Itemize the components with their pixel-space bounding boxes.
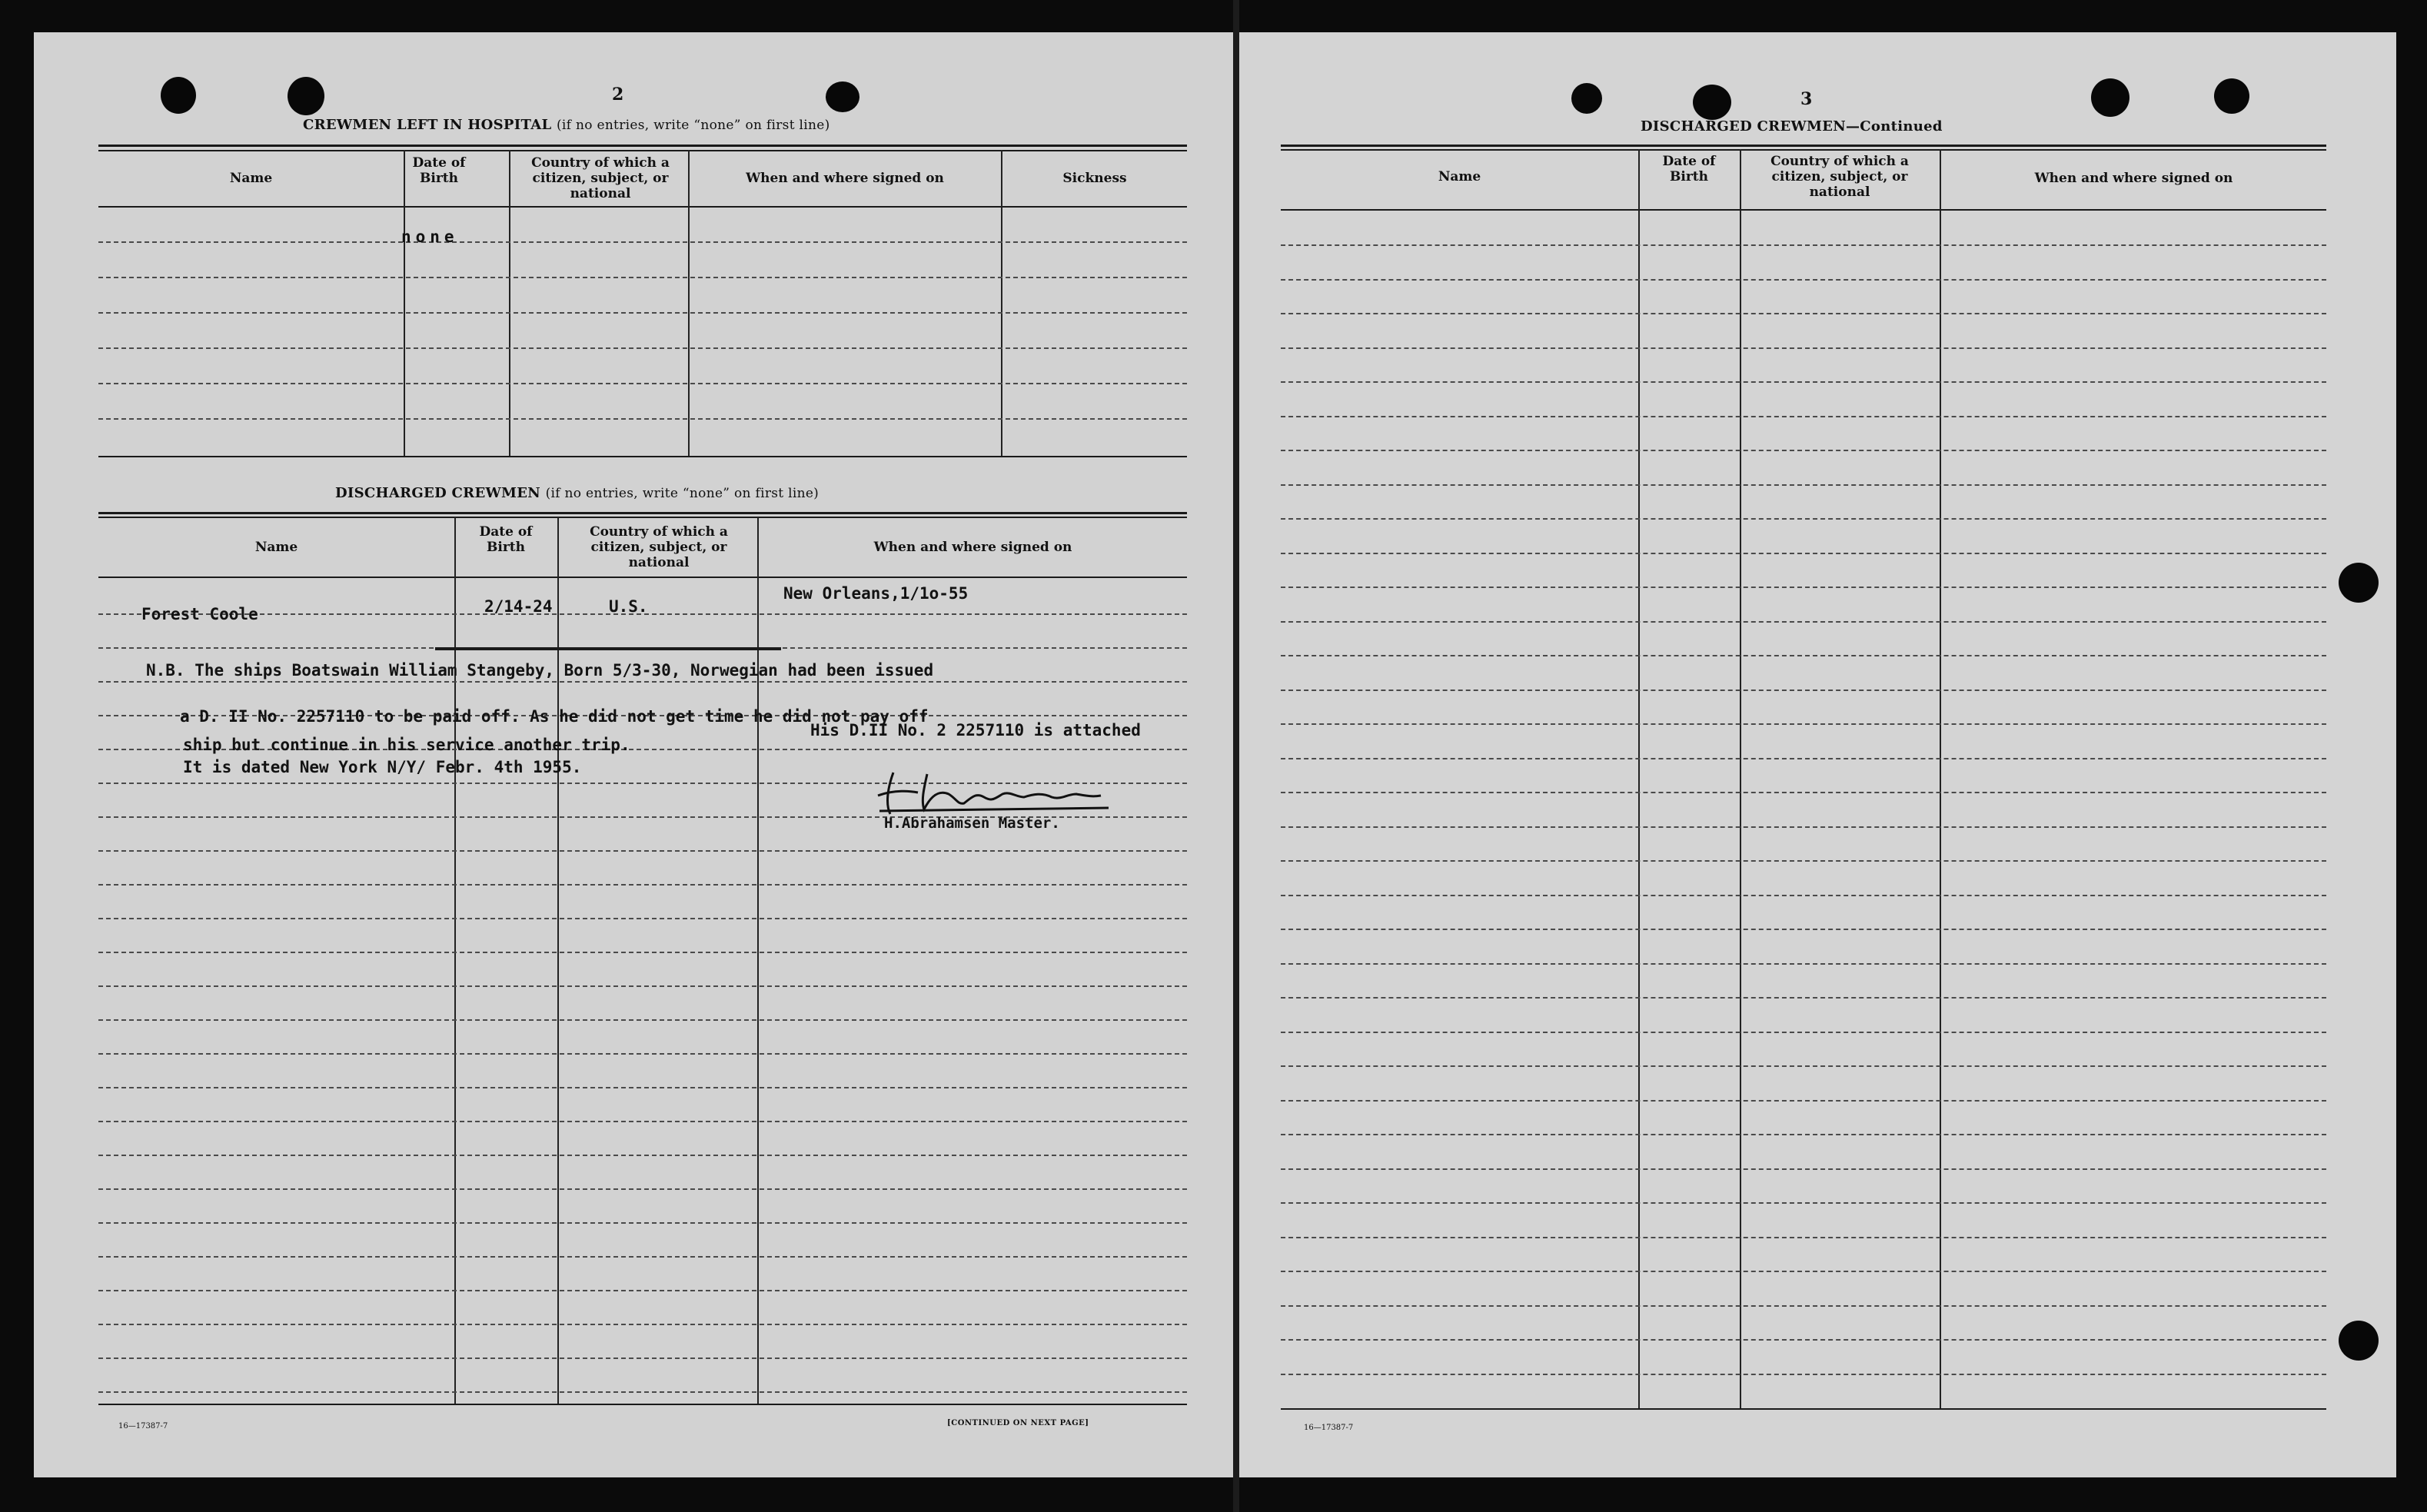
- table-rule: [98, 150, 1187, 151]
- crew-signed-on: New Orleans,1/1o-55: [783, 584, 969, 603]
- punch-hole: [1693, 85, 1731, 120]
- note-line: It is dated New York N/Y/ Febr. 4th 1955.: [183, 758, 582, 776]
- discharged-instruction: (if no entries, write “none” on first line): [545, 486, 820, 501]
- punch-hole: [288, 77, 324, 115]
- entry-line: [1281, 1065, 2326, 1067]
- punch-hole: [2214, 78, 2249, 114]
- typed-underline: [435, 647, 781, 650]
- entry-line: [98, 1087, 1187, 1088]
- entry-line: [1281, 1339, 2326, 1341]
- hospital-col-country: Country of which a citizen, subject, or national: [531, 155, 670, 201]
- entry-line: [1281, 929, 2326, 930]
- table-rule: [98, 512, 1187, 514]
- entry-line: [1281, 758, 2326, 759]
- entry-line: [1281, 723, 2326, 725]
- entry-line: [1281, 1305, 2326, 1307]
- entry-line: [98, 1155, 1187, 1156]
- entry-line: [1281, 690, 2326, 691]
- entry-line: [1281, 553, 2326, 554]
- right-col-name: Name: [1438, 169, 1481, 184]
- discharged-title-text: DISCHARGED CREWMEN: [335, 485, 540, 501]
- table-rule: [98, 1404, 1187, 1405]
- note-line: His D.II No. 2 2257110 is attached: [810, 721, 1141, 739]
- column-divider: [404, 150, 405, 457]
- entry-line: [1281, 484, 2326, 486]
- continued-note: [CONTINUED ON NEXT PAGE]: [947, 1419, 1089, 1427]
- punch-hole: [2339, 563, 2379, 603]
- entry-line: [98, 1324, 1187, 1325]
- hospital-entry: none: [401, 228, 459, 246]
- entry-line: [98, 918, 1187, 919]
- form-code: 16—17387-7: [118, 1422, 168, 1431]
- note-line: ship but continue in his service another trip.: [183, 736, 630, 754]
- note-line: a D. II No. 2257110 to be paid off. As he did not get time he did not pay off: [180, 707, 929, 726]
- table-rule: [98, 145, 1187, 147]
- discharged-col-country: Country of which a citizen, subject, or national: [590, 524, 728, 570]
- entry-line: [1281, 1032, 2326, 1033]
- entry-line: [1281, 518, 2326, 520]
- page-gutter: [1233, 0, 1239, 1512]
- right-col-country: Country of which a citizen, subject, or national: [1770, 154, 1909, 200]
- table-rule: [98, 577, 1187, 578]
- table-rule: [1281, 145, 2326, 147]
- table-rule: [1281, 1408, 2326, 1410]
- entry-line: [1281, 1374, 2326, 1375]
- entry-line: [98, 383, 1187, 384]
- discharged-col-dob: Date of Birth: [479, 524, 533, 555]
- crew-dob: 2/14-24: [484, 597, 553, 616]
- entry-line: [98, 1256, 1187, 1258]
- entry-line: [1281, 826, 2326, 828]
- entry-line: [1281, 587, 2326, 588]
- entry-line: [1281, 347, 2326, 349]
- discharged-col-name: Name: [254, 540, 298, 555]
- entry-line: [98, 418, 1187, 420]
- discharged-section-title: [335, 485, 819, 501]
- entry-line: [1281, 416, 2326, 417]
- note-line: N.B. The ships Boatswain William Stangeby, Born 5/3-30, Norwegian had been issued: [146, 661, 934, 680]
- entry-line: [98, 1019, 1187, 1021]
- hospital-col-signed-on: When and where signed on: [746, 171, 944, 186]
- table-rule: [1281, 149, 2326, 151]
- entry-line: [1281, 279, 2326, 281]
- entry-line: [98, 1357, 1187, 1359]
- entry-line: [98, 1290, 1187, 1291]
- hospital-instruction: (if no entries, write “none” on first line): [557, 118, 830, 133]
- entry-line: [1281, 1237, 2326, 1238]
- entry-line: [98, 850, 1187, 852]
- entry-line: [98, 1222, 1187, 1224]
- signature-name: H.Abrahamsen Master.: [884, 815, 1060, 832]
- column-divider: [1740, 149, 1741, 1410]
- discharged-col-signed-on: When and where signed on: [873, 540, 1072, 555]
- form-page-right: [1239, 32, 2396, 1477]
- right-section-title: DISCHARGED CREWMEN—Continued: [1641, 118, 1943, 135]
- entry-line: [1281, 1202, 2326, 1204]
- entry-line: [1281, 1100, 2326, 1102]
- entry-line: [98, 241, 1187, 243]
- page-number: 2: [612, 85, 624, 105]
- signature: [864, 766, 1172, 820]
- punch-hole: [2339, 1321, 2379, 1361]
- punch-hole: [1571, 83, 1602, 114]
- table-rule: [98, 517, 1187, 518]
- right-col-signed-on: When and where signed on: [2034, 171, 2233, 186]
- entry-line: [1281, 963, 2326, 965]
- crew-country: U.S.: [609, 597, 648, 616]
- entry-line: [1281, 895, 2326, 896]
- entry-line: [1281, 1271, 2326, 1272]
- entry-line: [1281, 381, 2326, 383]
- hospital-section-title: [303, 117, 830, 133]
- entry-line: [98, 952, 1187, 953]
- entry-line: [98, 277, 1187, 278]
- column-divider: [1001, 150, 1002, 457]
- entry-line: [1281, 450, 2326, 451]
- entry-line: [1281, 655, 2326, 656]
- hospital-title-text: CREWMEN LEFT IN HOSPITAL: [303, 117, 552, 133]
- entry-line: [1281, 792, 2326, 793]
- entry-line: [1281, 621, 2326, 623]
- punch-hole: [2091, 78, 2129, 117]
- column-divider: [509, 150, 510, 457]
- entry-line: [1281, 1168, 2326, 1170]
- column-divider: [1638, 149, 1640, 1410]
- table-rule: [98, 456, 1187, 457]
- form-code: 16—17387-7: [1304, 1424, 1354, 1432]
- entry-line: [1281, 1134, 2326, 1135]
- table-rule: [1281, 209, 2326, 211]
- column-divider: [1940, 149, 1941, 1410]
- hospital-col-dob: Date of Birth: [412, 155, 466, 186]
- page-number: 3: [1800, 89, 1813, 109]
- entry-line: [98, 1391, 1187, 1393]
- crew-name: Forest Coole: [141, 605, 258, 623]
- entry-line: [1281, 860, 2326, 862]
- punch-hole: [161, 77, 196, 114]
- entry-line: [1281, 244, 2326, 246]
- entry-line: [98, 1188, 1187, 1190]
- entry-line: [1281, 313, 2326, 314]
- entry-line: [98, 681, 1187, 683]
- column-divider: [688, 150, 690, 457]
- entry-line: [98, 347, 1187, 349]
- right-col-dob: Date of Birth: [1662, 154, 1716, 184]
- form-page-left: [34, 32, 1233, 1477]
- entry-line: [98, 1053, 1187, 1055]
- punch-hole: [826, 81, 859, 112]
- hospital-col-name: Name: [229, 171, 273, 186]
- entry-line: [98, 312, 1187, 314]
- entry-line: [1281, 997, 2326, 999]
- entry-line: [98, 884, 1187, 886]
- entry-line: [98, 1121, 1187, 1122]
- entry-line: [98, 985, 1187, 987]
- table-rule: [98, 206, 1187, 208]
- hospital-col-sickness: Sickness: [1062, 171, 1127, 186]
